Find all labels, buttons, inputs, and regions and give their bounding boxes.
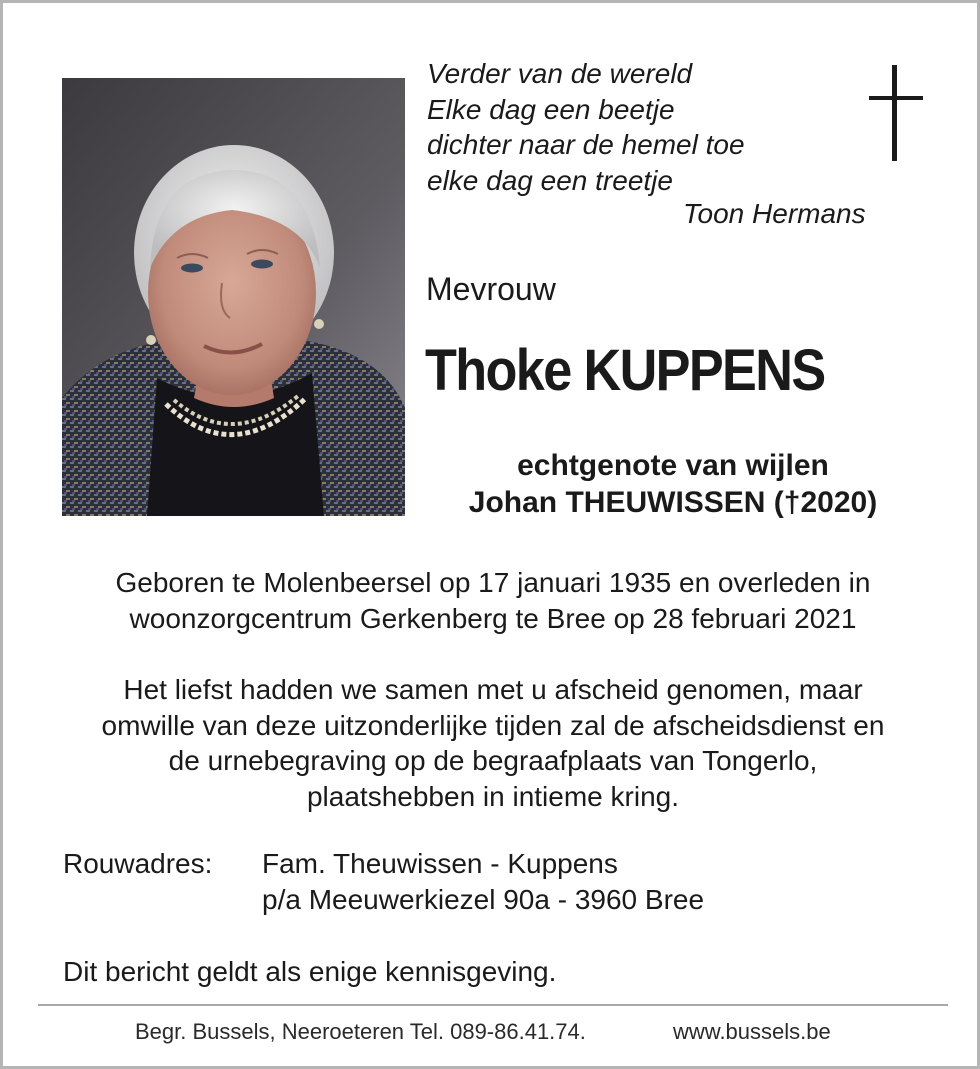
honorific: Mevrouw: [426, 271, 556, 307]
address-line: Fam. Theuwissen - Kuppens: [262, 848, 618, 879]
spouse-name: Johan THEUWISSEN (†2020): [468, 486, 878, 519]
poem-line: Elke dag een beetje: [427, 93, 675, 125]
spouse-relation: echtgenote van wijlen: [517, 449, 829, 482]
poem-author: Toon Hermans: [683, 198, 866, 229]
paragraph-line: omwille van deze uitzonderlijke tijden zal de afscheidsdienst en: [101, 709, 885, 741]
footer-divider: [38, 1004, 948, 1006]
notice-text: Dit bericht geldt als enige kennisgeving.: [63, 956, 557, 987]
spouse-info: [413, 447, 933, 521]
portrait-photo: [62, 78, 405, 516]
birth-death-paragraph: [33, 565, 953, 636]
address-line: p/a Meeuwerkiezel 90a - 3960 Bree: [262, 884, 705, 915]
paragraph-line: de urnebegraving op de begraafplaats van Tongerlo,: [168, 745, 818, 776]
paragraph-line: Het liefst hadden we samen met u afscheid genomen, maar: [123, 674, 863, 705]
address-block: [262, 846, 704, 918]
poem-line: Verder van de wereld: [427, 58, 693, 89]
cross-icon: [867, 65, 925, 163]
funeral-home-contact: Begr. Bussels, Neeroeteren Tel. 089-86.41.74.: [135, 1019, 586, 1044]
poem-line: dichter naar de hemel toe: [427, 129, 745, 160]
paragraph-line: Geboren te Molenbeersel op 17 januari 1935 en overleden in: [115, 567, 871, 598]
poem-line: elke dag een treetje: [427, 164, 673, 196]
poem: [427, 56, 867, 198]
website-link[interactable]: www.bussels.be: [673, 1019, 831, 1044]
paragraph-line: woonzorgcentrum Gerkenberg te Bree op 28 februari 2021: [129, 602, 857, 634]
paragraph-line: plaatshebben in intieme kring.: [306, 780, 679, 812]
deceased-name: Thoke KUPPENS: [425, 338, 825, 403]
funeral-paragraph: [33, 672, 953, 814]
address-label: Rouwadres:: [63, 848, 213, 879]
